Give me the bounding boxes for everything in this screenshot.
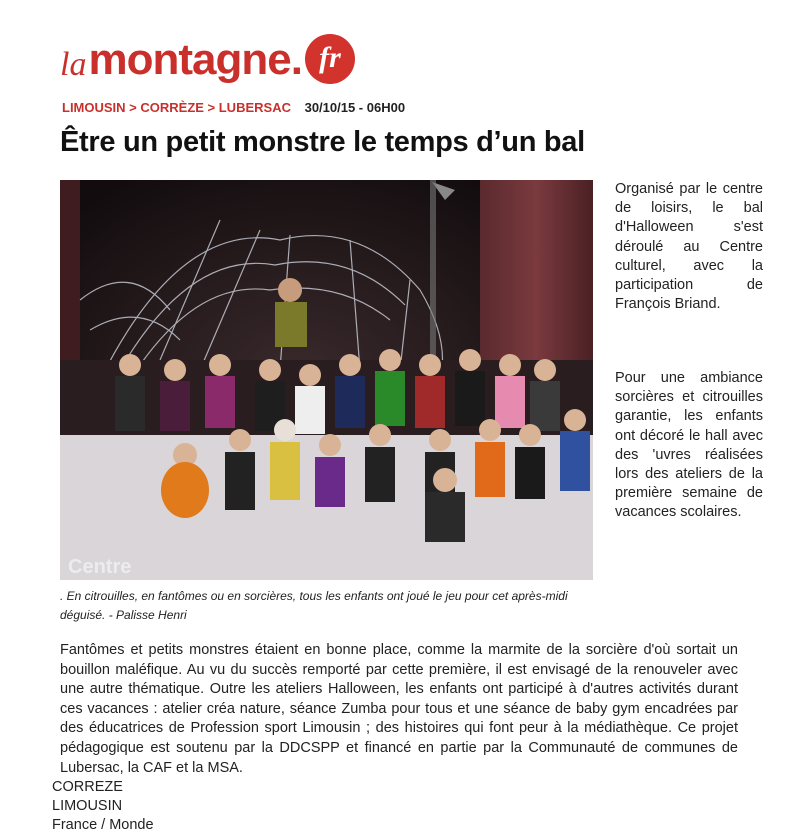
article-photo [60,180,593,580]
article-title: Être un petit monstre le temps d’un bal [60,126,585,158]
article-date: 30/10/15 - 06H00 [304,100,406,115]
breadcrumb-path[interactable]: LIMOUSIN > CORRÈZE > LUBERSAC [62,100,291,115]
stage-curtain-right [480,180,593,390]
logo-dot: . [290,35,303,84]
photo-illustration [60,180,593,580]
article-body: Fantômes et petits monstres étaient en bonne place, comme la marmite de la sorcière d'où sortait un bouillon maléfique. Au vu du succès remporté par cette première, il est envisagé de la renouveler avec une autre thématique. Outre les ateliers Halloween, les enfants ont participé à d'autres activités durant ces vacances : atelier créa nature, séance Zumba pour tous et une séance de baby gym encadrées par des éducatrices de Profession sport Limousin ; des histoires qui font peur à la médiathèque. Ce projet pédagogique est soutenu par la DDCSPP et financé en partie par la Communauté de communes de Lubersac, la CAF et la MSA. [60,642,738,776]
logo-fr-badge: fr [305,34,355,84]
side-paragraph-2: Pour une ambiance sorcières et citrouilles garantie, les enfants ont décoré le hall avec des 'uvres réalisées lors des ateliers de la première semaine de vacances scolaires. [615,370,763,521]
tag-correze[interactable]: CORREZE [52,779,123,795]
photo-caption: . En citrouilles, en fantômes ou en sorcières, tous les enfants ont joué le jeu pour cet après-midi déguisé. - Palisse Henri [60,589,568,622]
logo-montagne: montagne [88,35,291,84]
site-logo[interactable] [60,22,355,82]
side-paragraph-1: Organisé par le centre de loisirs, le bal d'Halloween s'est déroulé au Centre culturel, avec la participation de François Briand. [615,181,763,313]
photo-watermark: Centre [68,556,132,578]
breadcrumb [62,100,405,115]
article-tags [52,778,154,835]
logo-la: la [60,46,87,83]
tag-limousin[interactable]: LIMOUSIN [52,798,123,814]
pumpkin-costume [161,462,209,518]
tag-france-monde[interactable]: France / Monde [52,817,154,833]
